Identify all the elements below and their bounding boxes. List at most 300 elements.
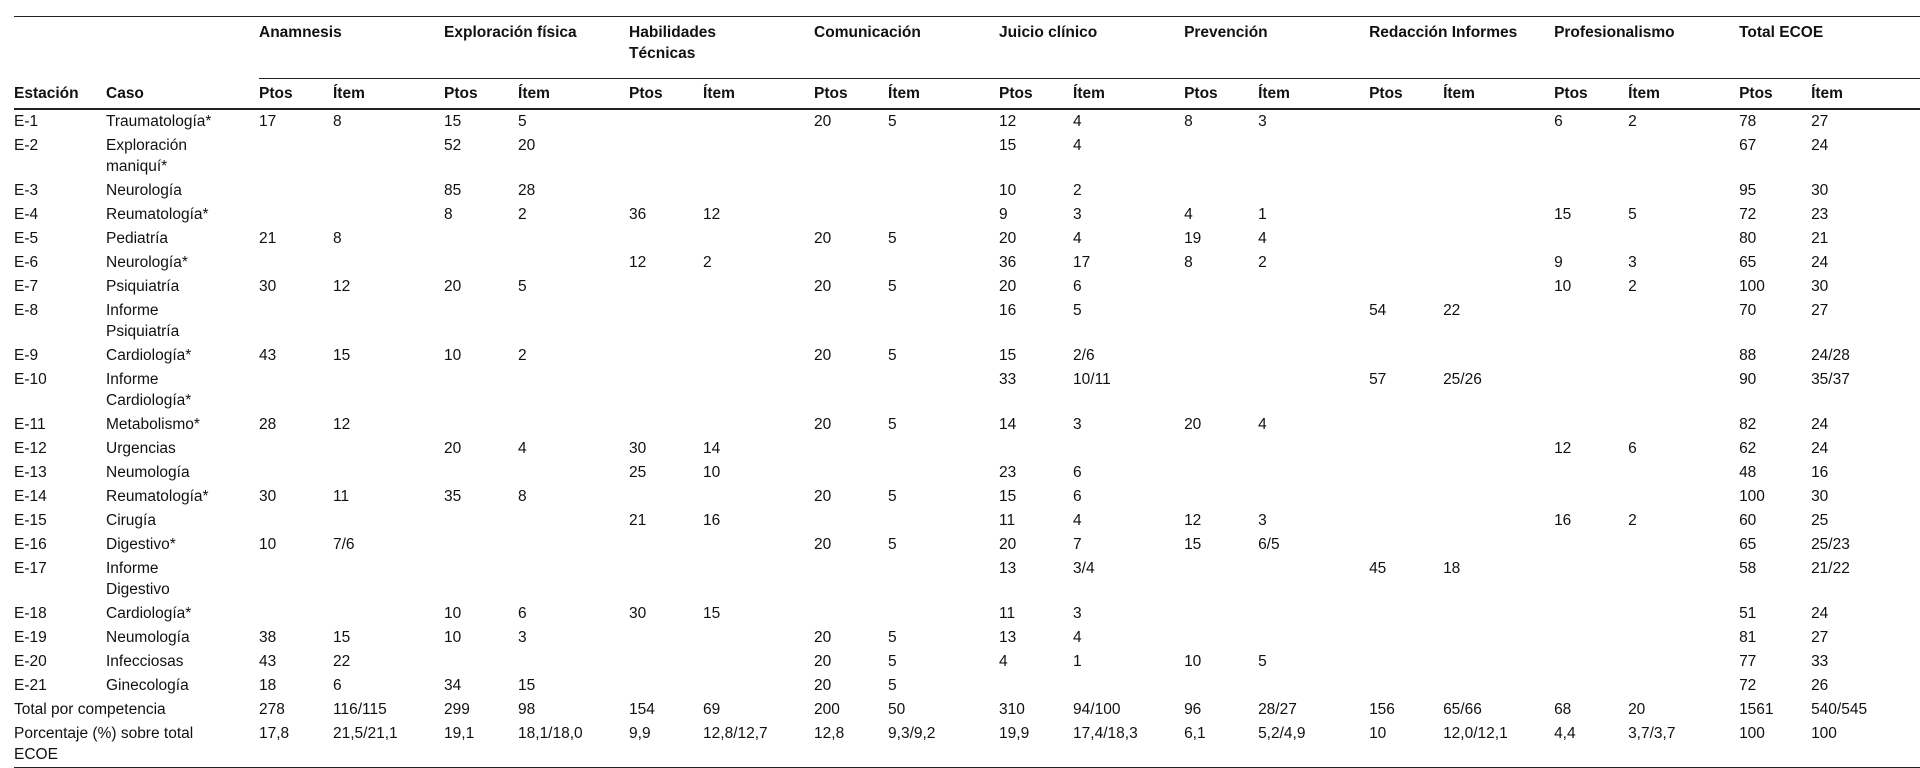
value-cell: 4 — [1073, 629, 1082, 646]
percent-value-cell: 19,9 — [999, 722, 1073, 768]
value-cell: 15 — [999, 488, 1017, 505]
value-cell — [703, 674, 814, 698]
subheader-row — [14, 79, 1920, 110]
value-cell: 10 — [1184, 653, 1202, 670]
value-cell — [333, 203, 444, 227]
value-cell: 6 — [333, 677, 342, 694]
value-cell — [259, 602, 333, 626]
value-cell — [1554, 179, 1628, 203]
value-cell: 18 — [1443, 560, 1461, 577]
value-cell: 16 — [1811, 464, 1829, 481]
value-cell — [1628, 299, 1739, 344]
value-cell — [1369, 251, 1443, 275]
value-cell: 10 — [703, 464, 721, 481]
value-cell — [1184, 134, 1258, 179]
station-cell: E-21 — [14, 677, 47, 694]
value-cell — [629, 413, 703, 437]
value-cell — [259, 509, 333, 533]
value-cell — [1184, 626, 1258, 650]
value-cell: 2 — [1258, 254, 1267, 271]
station-cell: E-20 — [14, 653, 47, 670]
value-cell: 10 — [444, 629, 462, 646]
station-cell: E-10 — [14, 371, 47, 388]
value-cell: 6 — [1073, 278, 1082, 295]
value-cell: 6 — [1554, 113, 1563, 130]
value-cell — [703, 134, 814, 179]
value-cell: 13 — [999, 560, 1017, 577]
value-cell — [1554, 557, 1628, 602]
value-cell — [888, 179, 999, 203]
value-cell — [1369, 509, 1443, 533]
case-cell: Traumatología* — [106, 113, 212, 130]
value-cell: 30 — [1811, 488, 1829, 505]
value-cell — [703, 626, 814, 650]
value-cell — [1554, 626, 1628, 650]
value-cell: 20 — [814, 416, 832, 433]
value-cell — [999, 674, 1073, 698]
value-cell — [1628, 179, 1739, 203]
value-cell — [814, 557, 888, 602]
station-cell: E-17 — [14, 560, 47, 577]
value-cell: 15 — [1554, 206, 1572, 223]
value-cell — [1369, 602, 1443, 626]
case-cell: Exploración maniquí* — [106, 137, 187, 175]
value-cell — [444, 509, 518, 533]
value-cell: 12 — [333, 416, 351, 433]
value-cell — [518, 251, 629, 275]
value-cell — [1443, 626, 1554, 650]
value-cell: 72 — [1739, 206, 1757, 223]
value-cell — [1443, 437, 1554, 461]
percent-label: Porcentaje (%) sobre total ECOE — [14, 722, 259, 768]
value-cell: 51 — [1739, 605, 1757, 622]
percent-value-cell: 12,8/12,7 — [703, 722, 814, 768]
value-cell: 10 — [444, 347, 462, 364]
value-cell — [888, 203, 999, 227]
group-header: Profesionalismo — [1554, 17, 1739, 79]
value-cell: 10 — [444, 605, 462, 622]
value-cell — [703, 413, 814, 437]
value-cell — [1443, 413, 1554, 437]
value-cell — [1443, 109, 1554, 134]
value-cell: 8 — [333, 230, 342, 247]
value-cell: 34 — [444, 677, 462, 694]
value-cell — [888, 602, 999, 626]
total-value-cell: 1561 — [1739, 701, 1774, 718]
value-cell: 3 — [1073, 416, 1082, 433]
station-cell: E-9 — [14, 347, 39, 364]
value-cell — [259, 251, 333, 275]
value-cell: 20 — [518, 137, 536, 154]
value-cell: 82 — [1739, 416, 1757, 433]
station-cell: E-15 — [14, 512, 47, 529]
value-cell: 21 — [629, 512, 647, 529]
value-cell — [1258, 461, 1369, 485]
table-row — [14, 557, 1920, 602]
value-cell: 36 — [999, 254, 1017, 271]
value-cell — [333, 251, 444, 275]
case-cell: Reumatología* — [106, 488, 209, 505]
station-cell: E-5 — [14, 230, 39, 247]
value-cell — [1184, 437, 1258, 461]
value-cell — [629, 533, 703, 557]
value-cell — [1443, 485, 1554, 509]
value-cell: 48 — [1739, 464, 1757, 481]
item-header: Ítem — [1258, 79, 1369, 110]
value-cell: 52 — [444, 137, 462, 154]
value-cell: 30 — [259, 488, 277, 505]
value-cell — [1369, 134, 1443, 179]
value-cell — [1554, 134, 1628, 179]
value-cell: 24 — [1811, 416, 1829, 433]
value-cell — [703, 275, 814, 299]
value-cell: 2 — [1628, 278, 1637, 295]
case-cell: Informe Digestivo — [106, 560, 170, 598]
value-cell: 72 — [1739, 677, 1757, 694]
value-cell: 38 — [259, 629, 277, 646]
value-cell: 3 — [1628, 254, 1637, 271]
value-cell: 4 — [518, 440, 527, 457]
value-cell — [703, 344, 814, 368]
value-cell — [1443, 533, 1554, 557]
value-cell — [703, 368, 814, 413]
value-cell — [444, 557, 518, 602]
value-cell: 27 — [1811, 302, 1829, 319]
value-cell: 11 — [999, 512, 1016, 529]
value-cell: 25 — [629, 464, 647, 481]
table-header — [14, 17, 1920, 110]
value-cell — [1258, 344, 1369, 368]
station-cell: E-19 — [14, 629, 47, 646]
table-row — [14, 134, 1920, 179]
item-header: Ítem — [518, 79, 629, 110]
value-cell: 20 — [814, 278, 832, 295]
group-header: Juicio clínico — [999, 17, 1184, 79]
total-value-cell: 20 — [1628, 701, 1646, 718]
value-cell — [629, 227, 703, 251]
value-cell: 70 — [1739, 302, 1757, 319]
table-row — [14, 674, 1920, 698]
value-cell: 4 — [1258, 230, 1267, 247]
value-cell: 21 — [259, 230, 277, 247]
value-cell: 20 — [814, 653, 832, 670]
value-cell: 2 — [1628, 512, 1637, 529]
ptos-header: Ptos — [1184, 79, 1258, 110]
value-cell: 24 — [1811, 137, 1829, 154]
value-cell — [814, 203, 888, 227]
value-cell: 20 — [444, 440, 462, 457]
value-cell — [1628, 626, 1739, 650]
value-cell — [629, 299, 703, 344]
value-cell — [1628, 650, 1739, 674]
value-cell — [444, 650, 518, 674]
table-row — [14, 650, 1920, 674]
value-cell: 15 — [444, 113, 462, 130]
value-cell — [888, 557, 999, 602]
percent-value-cell: 3,7/3,7 — [1628, 722, 1739, 768]
value-cell — [1258, 485, 1369, 509]
item-header: Ítem — [703, 79, 814, 110]
ptos-header: Ptos — [444, 79, 518, 110]
total-value-cell: 65/66 — [1443, 701, 1482, 718]
case-cell: Reumatología* — [106, 206, 209, 223]
value-cell — [1443, 134, 1554, 179]
value-cell — [444, 461, 518, 485]
value-cell: 6 — [1073, 464, 1082, 481]
value-cell: 35 — [444, 488, 462, 505]
value-cell: 5 — [518, 113, 527, 130]
value-cell: 30 — [1811, 182, 1829, 199]
value-cell: 20 — [444, 278, 462, 295]
value-cell: 28 — [259, 416, 277, 433]
value-cell: 5 — [888, 278, 897, 295]
value-cell: 65 — [1739, 254, 1757, 271]
value-cell: 11 — [999, 605, 1016, 622]
table-row — [14, 251, 1920, 275]
value-cell: 43 — [259, 347, 277, 364]
value-cell — [1369, 227, 1443, 251]
value-cell: 2 — [1628, 113, 1637, 130]
ecoe-table-container — [14, 16, 1868, 768]
value-cell — [1628, 344, 1739, 368]
value-cell — [259, 134, 333, 179]
value-cell: 30 — [629, 605, 647, 622]
value-cell — [1443, 179, 1554, 203]
item-header: Ítem — [1073, 79, 1184, 110]
value-cell: 8 — [333, 113, 342, 130]
value-cell — [629, 344, 703, 368]
item-header: Ítem — [333, 79, 444, 110]
table-row — [14, 275, 1920, 299]
value-cell — [1554, 227, 1628, 251]
case-cell: Ginecología — [106, 677, 189, 694]
estacion-header: Estación — [14, 79, 106, 110]
value-cell — [703, 650, 814, 674]
case-cell: Cardiología* — [106, 605, 192, 622]
value-cell — [333, 557, 444, 602]
value-cell — [629, 368, 703, 413]
station-cell: E-13 — [14, 464, 47, 481]
total-value-cell: 200 — [814, 701, 840, 718]
value-cell: 27 — [1811, 113, 1829, 130]
value-cell: 20 — [999, 536, 1017, 553]
total-value-cell: 278 — [259, 701, 285, 718]
value-cell: 54 — [1369, 302, 1387, 319]
value-cell: 4 — [1184, 206, 1193, 223]
value-cell: 28 — [518, 182, 536, 199]
value-cell: 20 — [814, 536, 832, 553]
value-cell — [518, 227, 629, 251]
case-cell: Infecciosas — [106, 653, 184, 670]
value-cell: 24/28 — [1811, 347, 1850, 364]
value-cell — [814, 509, 888, 533]
table-row — [14, 227, 1920, 251]
value-cell — [888, 251, 999, 275]
value-cell — [1184, 602, 1258, 626]
value-cell: 20 — [999, 278, 1017, 295]
value-cell: 58 — [1739, 560, 1757, 577]
value-cell: 4 — [1073, 512, 1082, 529]
value-cell — [703, 227, 814, 251]
table-body — [14, 109, 1920, 768]
value-cell: 9 — [999, 206, 1008, 223]
value-cell — [1369, 533, 1443, 557]
value-cell: 62 — [1739, 440, 1757, 457]
value-cell — [1443, 674, 1554, 698]
value-cell — [1073, 674, 1184, 698]
ptos-header: Ptos — [814, 79, 888, 110]
caso-header: Caso — [106, 79, 259, 110]
value-cell: 5 — [518, 278, 527, 295]
value-cell — [1073, 437, 1184, 461]
value-cell — [1443, 203, 1554, 227]
total-value-cell: 540/545 — [1811, 701, 1868, 718]
value-cell — [518, 413, 629, 437]
value-cell — [703, 179, 814, 203]
value-cell: 5 — [888, 113, 897, 130]
value-cell — [444, 299, 518, 344]
percent-value-cell: 10 — [1369, 722, 1443, 768]
group-header: Redacción Informes — [1369, 17, 1554, 79]
percent-value-cell: 100 — [1739, 722, 1811, 768]
value-cell — [703, 109, 814, 134]
value-cell — [629, 485, 703, 509]
value-cell — [259, 179, 333, 203]
value-cell — [1184, 557, 1258, 602]
value-cell — [1628, 461, 1739, 485]
value-cell — [1184, 674, 1258, 698]
item-header: Ítem — [1443, 79, 1554, 110]
station-cell: E-18 — [14, 605, 47, 622]
case-cell: Informe Cardiología* — [106, 371, 192, 409]
value-cell — [888, 437, 999, 461]
value-cell — [1628, 674, 1739, 698]
value-cell: 12 — [1184, 512, 1202, 529]
table-row — [14, 299, 1920, 344]
value-cell — [1443, 344, 1554, 368]
value-cell — [1554, 461, 1628, 485]
station-cell: E-1 — [14, 113, 39, 130]
value-cell — [518, 650, 629, 674]
ptos-header: Ptos — [1739, 79, 1811, 110]
table-row — [14, 344, 1920, 368]
percent-value-cell: 5,2/4,9 — [1258, 722, 1369, 768]
percent-value-cell: 18,1/18,0 — [518, 722, 629, 768]
value-cell: 18 — [259, 677, 277, 694]
value-cell — [1369, 179, 1443, 203]
ecoe-competency-table — [14, 16, 1920, 768]
value-cell — [333, 179, 444, 203]
value-cell: 5 — [888, 653, 897, 670]
value-cell — [518, 461, 629, 485]
value-cell: 12 — [703, 206, 721, 223]
case-cell: Neumología — [106, 629, 190, 646]
ptos-header: Ptos — [629, 79, 703, 110]
station-cell: E-2 — [14, 137, 39, 154]
value-cell: 8 — [444, 206, 453, 223]
table-row — [14, 509, 1920, 533]
value-cell — [703, 557, 814, 602]
value-cell — [1369, 650, 1443, 674]
value-cell — [814, 134, 888, 179]
value-cell: 6 — [518, 605, 527, 622]
percent-value-cell: 17,4/18,3 — [1073, 722, 1184, 768]
value-cell — [1443, 602, 1554, 626]
value-cell — [999, 437, 1073, 461]
value-cell — [1184, 275, 1258, 299]
value-cell: 15 — [703, 605, 721, 622]
value-cell: 88 — [1739, 347, 1757, 364]
value-cell: 65 — [1739, 536, 1757, 553]
percent-value-cell: 17,8 — [259, 722, 333, 768]
case-cell: Metabolismo* — [106, 416, 200, 433]
value-cell — [1628, 227, 1739, 251]
value-cell: 33 — [1811, 653, 1829, 670]
value-cell — [814, 368, 888, 413]
value-cell: 4 — [1073, 113, 1082, 130]
ptos-header: Ptos — [1554, 79, 1628, 110]
value-cell — [1184, 179, 1258, 203]
value-cell: 30 — [259, 278, 277, 295]
value-cell: 15 — [999, 347, 1017, 364]
value-cell — [1369, 485, 1443, 509]
station-cell: E-8 — [14, 302, 39, 319]
value-cell: 35/37 — [1811, 371, 1850, 388]
value-cell — [703, 533, 814, 557]
value-cell: 15 — [333, 347, 351, 364]
value-cell — [1369, 413, 1443, 437]
value-cell — [518, 509, 629, 533]
value-cell: 95 — [1739, 182, 1757, 199]
value-cell: 8 — [1184, 113, 1193, 130]
value-cell — [888, 134, 999, 179]
value-cell — [259, 437, 333, 461]
value-cell — [1443, 227, 1554, 251]
value-cell: 15 — [333, 629, 351, 646]
value-cell: 3 — [1073, 605, 1082, 622]
value-cell: 10 — [259, 536, 277, 553]
value-cell: 9 — [1554, 254, 1563, 271]
value-cell — [444, 227, 518, 251]
total-value-cell: 69 — [703, 701, 721, 718]
value-cell — [1184, 461, 1258, 485]
empty-header-cell — [14, 17, 106, 79]
value-cell: 8 — [518, 488, 527, 505]
value-cell — [629, 557, 703, 602]
group-header: Anamnesis — [259, 17, 444, 79]
group-header: Prevención — [1184, 17, 1369, 79]
item-header: Ítem — [888, 79, 999, 110]
value-cell — [259, 368, 333, 413]
value-cell: 20 — [814, 113, 832, 130]
value-cell: 14 — [703, 440, 721, 457]
ptos-header: Ptos — [999, 79, 1073, 110]
group-header: Exploración física — [444, 17, 629, 79]
value-cell — [814, 602, 888, 626]
value-cell — [259, 557, 333, 602]
value-cell — [1554, 413, 1628, 437]
case-cell: Neurología* — [106, 254, 188, 271]
value-cell — [444, 413, 518, 437]
value-cell — [1258, 179, 1369, 203]
value-cell: 33 — [999, 371, 1017, 388]
value-cell: 25/26 — [1443, 371, 1482, 388]
case-cell: Informe Psiquiatría — [106, 302, 180, 340]
value-cell: 3/4 — [1073, 560, 1095, 577]
value-cell — [1443, 509, 1554, 533]
value-cell: 20 — [814, 629, 832, 646]
value-cell — [333, 368, 444, 413]
